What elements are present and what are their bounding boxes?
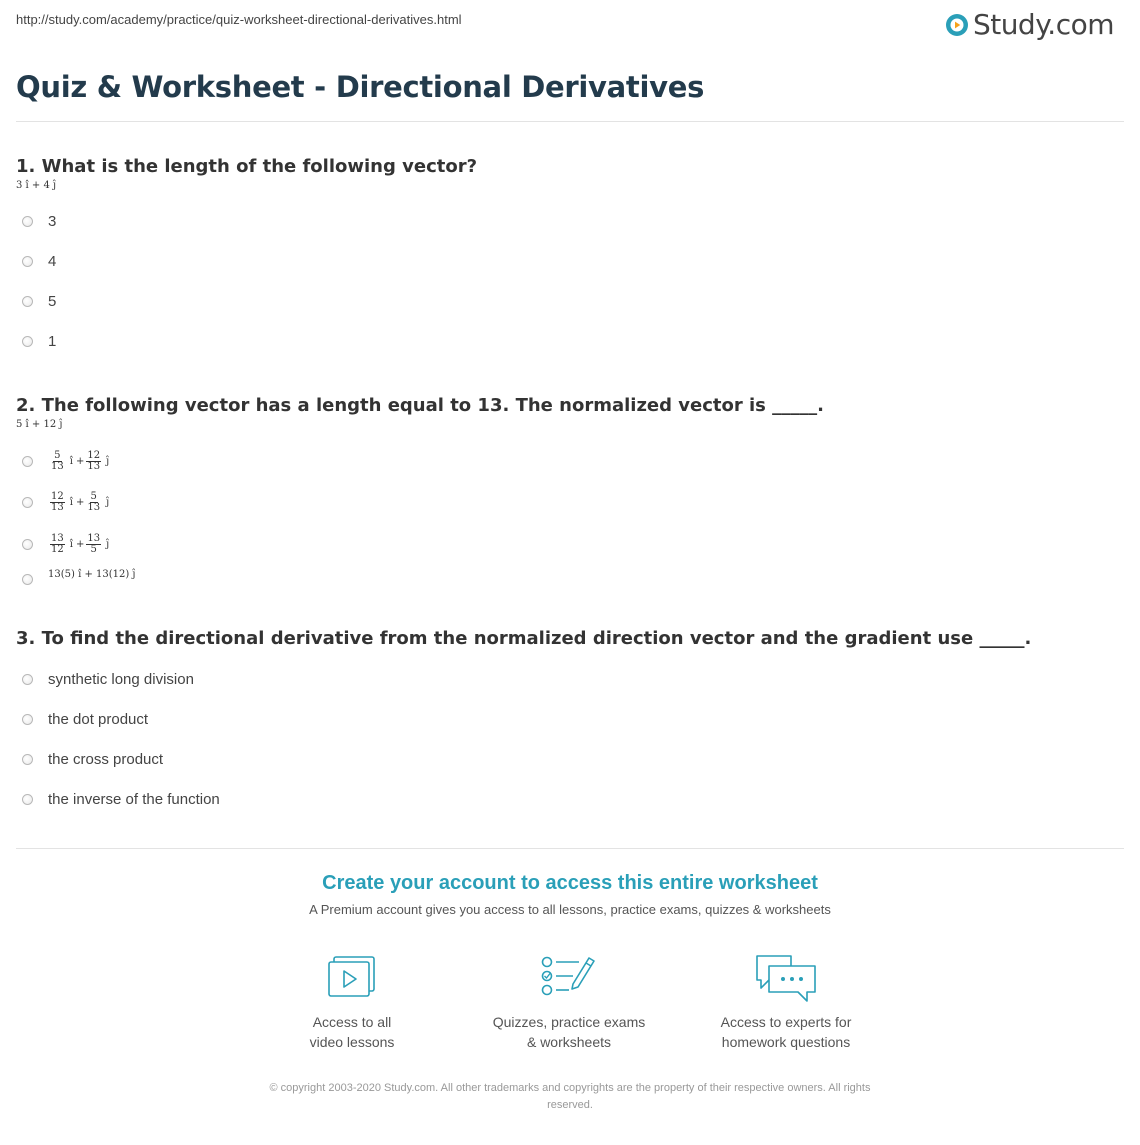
question-1-option[interactable] (22, 333, 56, 350)
option-label: 5 (48, 293, 57, 310)
question-2-option[interactable] (22, 492, 112, 513)
question-3-option[interactable] (22, 671, 194, 688)
feature-label: Access to all (312, 1014, 392, 1030)
question-2-title: 2. The following vector has a length equal to 13. The normalized vector is _____. (16, 395, 825, 416)
radio-button[interactable] (22, 216, 33, 227)
radio-button[interactable] (22, 574, 33, 585)
fraction: $\frac{13}{12}$ (51, 533, 64, 555)
copyright-footer (200, 1080, 940, 1114)
radio-button[interactable] (22, 296, 33, 307)
option-label: 3 (48, 213, 57, 230)
fraction: $\frac{13}{5}$ (87, 533, 101, 555)
question-2-option[interactable] (22, 569, 136, 585)
page-url: http://study.com/academy/practice/quiz-worksheet-directional-derivatives.html (16, 12, 462, 27)
cta-divider (16, 848, 1124, 849)
video-lesson-icon (324, 952, 380, 1000)
radio-button[interactable] (22, 754, 33, 765)
chat-bubbles-icon (753, 952, 819, 1004)
radio-button[interactable] (22, 714, 33, 725)
question-1-vector: 3 î + 4 ĵ (16, 180, 57, 191)
feature-quizzes (469, 952, 669, 1052)
logo-text: Study.com (972, 8, 1114, 41)
cta-subtitle: A Premium account gives you access to all lessons, practice exams, quizzes & worksheets (309, 902, 831, 917)
radio-button[interactable] (22, 456, 33, 467)
fraction: $\frac{12}{13}$ (51, 491, 64, 513)
question-2-option[interactable] (22, 534, 112, 555)
feature-label: & worksheets (526, 1034, 612, 1050)
feature-label: Access to experts for (720, 1014, 852, 1030)
question-2-vector: 5 î + 12 ĵ (16, 419, 63, 430)
copyright-text: © copyright 2003-2020 Study.com. All other trademarks and copyrights are the property of their respective owners. All rights (269, 1082, 871, 1094)
feature-label: homework questions (721, 1034, 851, 1050)
question-1-title: 1. What is the length of the following vector? (16, 156, 478, 177)
question-3-option[interactable] (22, 711, 148, 728)
option-label: 4 (48, 253, 57, 270)
radio-button[interactable] (22, 497, 33, 508)
option-label: the inverse of the function (48, 791, 220, 808)
fraction-expression: $\frac{13}{12}$ î + $\frac{13}{5}$ ĵ (51, 533, 110, 555)
option-label: 1 (48, 333, 57, 350)
feature-video-lessons (252, 952, 452, 1052)
question-1-option[interactable] (22, 293, 56, 310)
radio-button[interactable] (22, 256, 33, 267)
question-3-option[interactable] (22, 791, 220, 808)
play-circle-icon (945, 13, 969, 37)
question-2-option[interactable] (22, 451, 112, 472)
question-3-option[interactable] (22, 751, 163, 768)
fraction: $\frac{5}{13}$ (51, 450, 64, 472)
title-divider (16, 121, 1124, 122)
option-label: the cross product (48, 751, 164, 768)
question-3-title: 3. To find the directional derivative from the normalized direction vector and the gradient use _____. (16, 628, 1032, 649)
radio-button[interactable] (22, 336, 33, 347)
radio-button[interactable] (22, 539, 33, 550)
option-label: 13(5) î + 13(12) ĵ (48, 569, 136, 580)
create-account-link[interactable]: Create your account to access this entire worksheet (322, 872, 818, 894)
question-1-option[interactable] (22, 253, 56, 270)
question-1-option[interactable] (22, 213, 56, 230)
radio-button[interactable] (22, 674, 33, 685)
fraction: $\frac{12}{13}$ (87, 450, 101, 472)
feature-label: Quizzes, practice exams (492, 1014, 646, 1030)
study-logo[interactable] (945, 8, 1114, 41)
feature-experts (686, 952, 886, 1052)
option-label: the dot product (48, 711, 149, 728)
fraction: $\frac{5}{13}$ (87, 491, 101, 513)
radio-button[interactable] (22, 794, 33, 805)
page-title: Quiz & Worksheet - Directional Derivatives (16, 70, 705, 104)
fraction-expression: $\frac{12}{13}$ î + $\frac{5}{13}$ ĵ (51, 491, 110, 513)
fraction-expression: $\frac{5}{13}$ î + $\frac{12}{13}$ ĵ (51, 450, 110, 472)
option-label: synthetic long division (48, 671, 194, 688)
quiz-checklist-icon (539, 952, 599, 1000)
copyright-text: reserved. (547, 1099, 593, 1111)
feature-label: video lessons (309, 1034, 395, 1050)
